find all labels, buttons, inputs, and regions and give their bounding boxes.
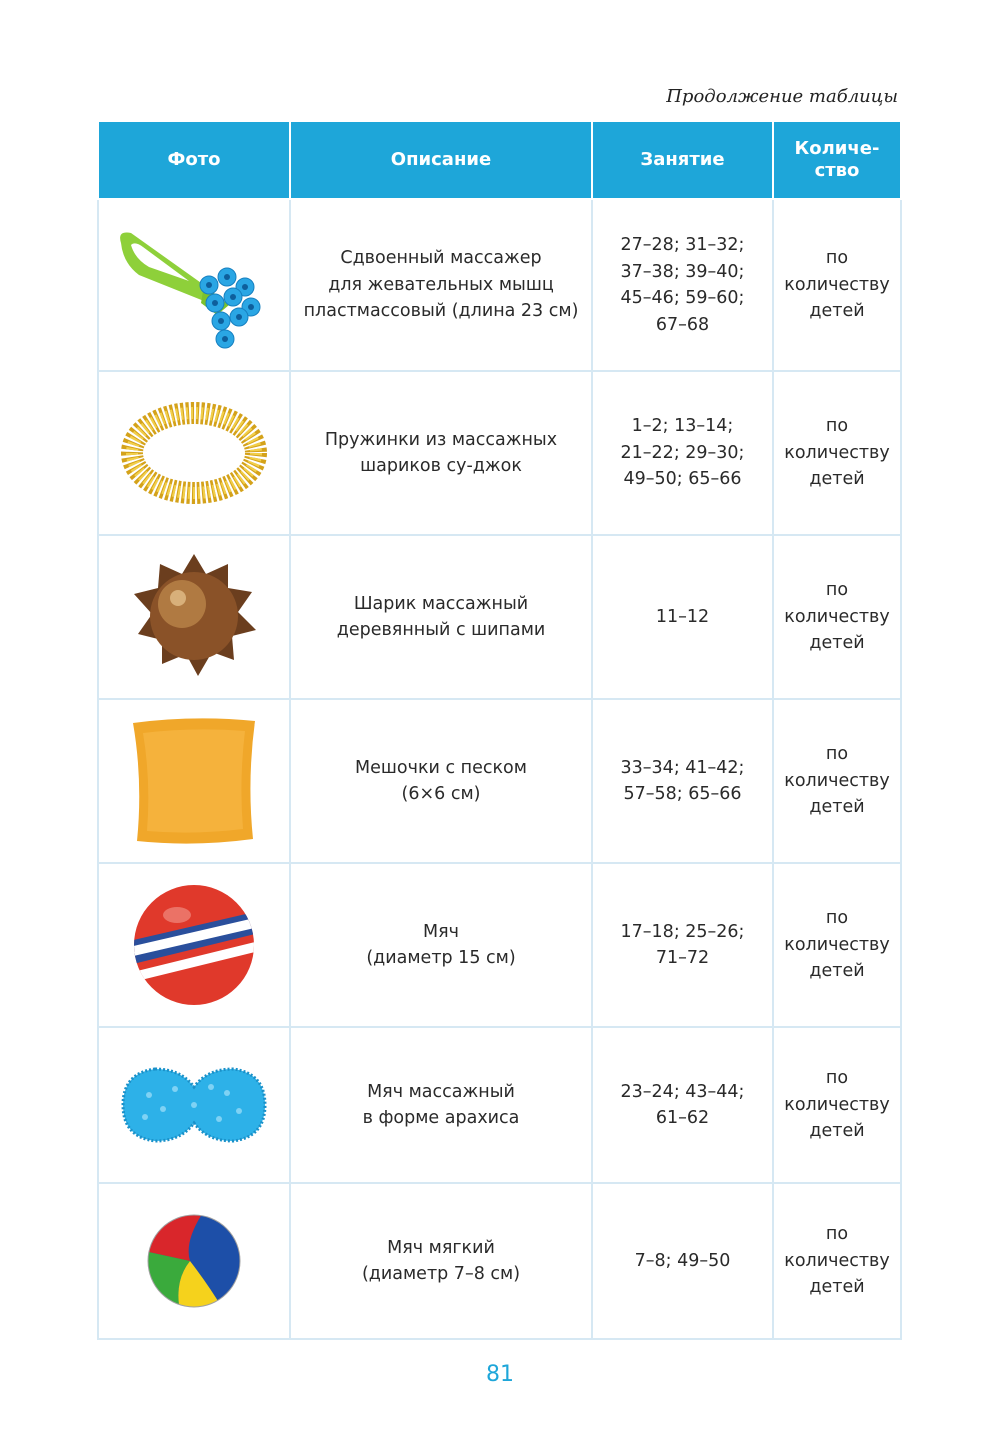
lesson-cell: 17–18; 25–26; 71–72 [592, 863, 773, 1027]
quantity-cell: по количеству детей [773, 199, 901, 371]
photo-cell [98, 863, 290, 1027]
description-cell: Шарик массажный деревянный с шипами [290, 535, 592, 699]
sand-bag-icon [129, 717, 259, 845]
photo-cell [98, 535, 290, 699]
description-cell: Мяч (диаметр 15 см) [290, 863, 592, 1027]
table-header-row [98, 121, 901, 199]
lesson-cell: 23–24; 43–44; 61–62 [592, 1027, 773, 1183]
header-lesson: Занятие [592, 121, 773, 199]
photo-cell [98, 1183, 290, 1339]
quantity-cell: по количеству детей [773, 371, 901, 535]
quantity-cell: по количеству детей [773, 1183, 901, 1339]
table-row [98, 1027, 901, 1183]
lesson-cell: 7–8; 49–50 [592, 1183, 773, 1339]
description-cell: Мяч массажный в форме арахиса [290, 1027, 592, 1183]
quantity-cell: по количеству детей [773, 863, 901, 1027]
lesson-cell: 27–28; 31–32; 37–38; 39–40; 45–46; 59–60; 67–68 [592, 199, 773, 371]
spiked-wooden-ball-icon [124, 552, 264, 682]
description-cell: Сдвоенный массажер для жевательных мышц пластмассовый (длина 23 см) [290, 199, 592, 371]
quantity-cell: по количеству детей [773, 699, 901, 863]
table-row [98, 699, 901, 863]
lesson-cell: 1–2; 13–14; 21–22; 29–30; 49–50; 65–66 [592, 371, 773, 535]
table-row [98, 371, 901, 535]
header-description: Описание [290, 121, 592, 199]
table-continuation-caption: Продолжение таблицы [666, 86, 898, 107]
photo-cell [98, 371, 290, 535]
description-cell: Мяч мягкий (диаметр 7–8 см) [290, 1183, 592, 1339]
description-cell: Мешочки с песком (6×6 см) [290, 699, 592, 863]
table-row [98, 535, 901, 699]
description-cell: Пружинки из массажных шариков су-джок [290, 371, 592, 535]
photo-cell [98, 1027, 290, 1183]
table-row [98, 863, 901, 1027]
table-row [98, 1183, 901, 1339]
striped-ball-icon [129, 881, 259, 1009]
quantity-cell: по количеству детей [773, 1027, 901, 1183]
header-quantity: Количе- ство [773, 121, 901, 199]
page-number: 81 [486, 1362, 514, 1387]
table-row [98, 199, 901, 371]
photo-cell [98, 199, 290, 371]
inventory-table [97, 120, 902, 1340]
jaw-massager-icon [109, 215, 279, 355]
lesson-cell: 33–34; 41–42; 57–58; 65–66 [592, 699, 773, 863]
lesson-cell: 11–12 [592, 535, 773, 699]
quantity-cell: по количеству детей [773, 535, 901, 699]
su-jok-spring-icon [119, 398, 269, 508]
header-photo: Фото [98, 121, 290, 199]
soft-ball-icon [144, 1211, 244, 1311]
peanut-massage-ball-icon [119, 1065, 269, 1145]
photo-cell [98, 699, 290, 863]
